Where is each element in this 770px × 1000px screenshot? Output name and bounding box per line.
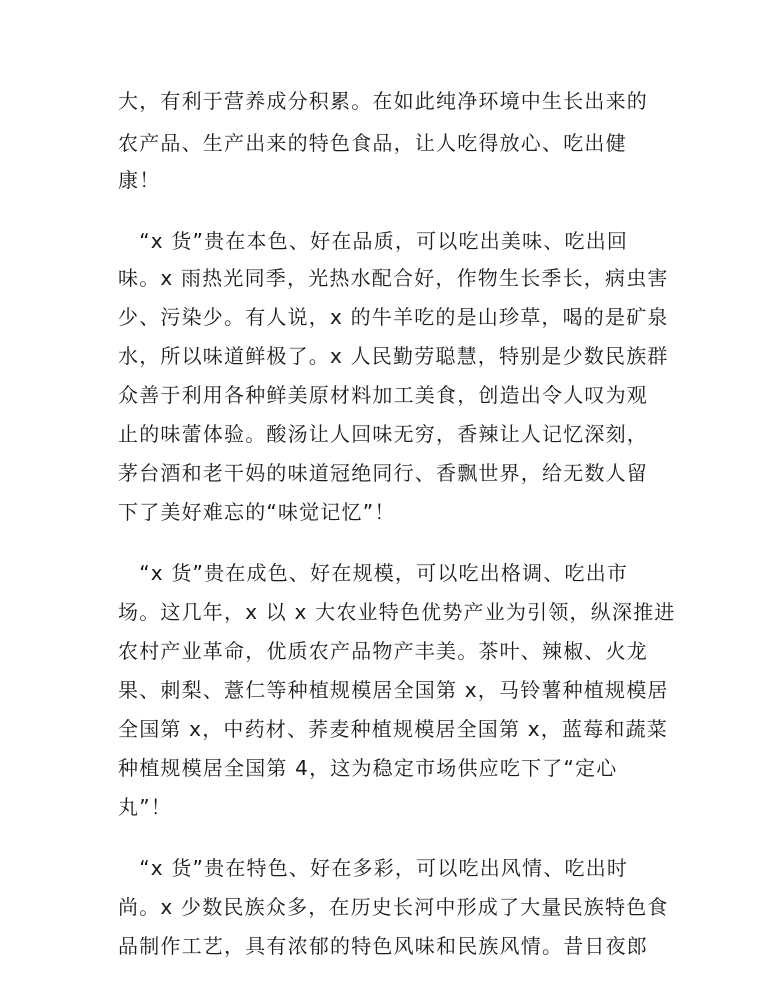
text-line: 品制作工艺，具有浓郁的特色风味和民族风情。昔日夜郎 [118, 934, 648, 958]
text-line: 康！ [118, 168, 161, 192]
text-line: 大，有利于营养成分积累。在如此纯净环境中生长出来的 [118, 89, 648, 113]
text-line: 味。x 雨热光同季，光热水配合好，作物生长季长，病虫害 [118, 266, 669, 290]
text-line: 众善于利用各种鲜美原材料加工美食，创造出令人叹为观 [118, 383, 648, 407]
text-line: 止的味蕾体验。酸汤让人回味无穷，香辣让人记忆深刻， [118, 422, 648, 446]
text-line: 场。这几年，x 以 x 大农业特色优势产业为引领，纵深推进 [118, 600, 676, 624]
text-line: “x 货”贵在特色、好在多彩，可以吃出风情、吃出时 [118, 856, 629, 880]
text-line: 茅台酒和老干妈的味道冠绝同行、香飘世界，给无数人留 [118, 461, 648, 485]
text-line: 全国第 x，中药材、荞麦种植规模居全国第 x，蓝莓和蔬菜 [118, 717, 668, 741]
text-line: “x 货”贵在成色、好在规模，可以吃出格调、吃出市 [118, 561, 629, 585]
text-line: 种植规模居全国第 4，这为稳定市场供应吃下了“定心 [118, 756, 618, 780]
text-line: 农村产业革命，优质农产品物产丰美。茶叶、辣椒、火龙 [118, 639, 648, 663]
text-line: 下了美好难忘的“味觉记忆”！ [118, 500, 396, 524]
text-line: 果、刺梨、薏仁等种植规模居全国第 x，马铃薯种植规模居 [118, 678, 669, 702]
text-line: 农产品、生产出来的特色食品，让人吃得放心、吃出健 [118, 131, 627, 155]
text-line: 水，所以味道鲜极了。x 人民勤劳聪慧，特别是少数民族群 [118, 344, 669, 368]
text-line: “x 货”贵在本色、好在品质，可以吃出美味、吃出回 [118, 229, 629, 253]
text-line: 少、污染少。有人说，x 的牛羊吃的是山珍草，喝的是矿泉 [118, 305, 669, 329]
text-line: 尚。x 少数民族众多，在历史长河中形成了大量民族特色食 [118, 895, 669, 919]
text-line: 丸”！ [118, 795, 172, 819]
